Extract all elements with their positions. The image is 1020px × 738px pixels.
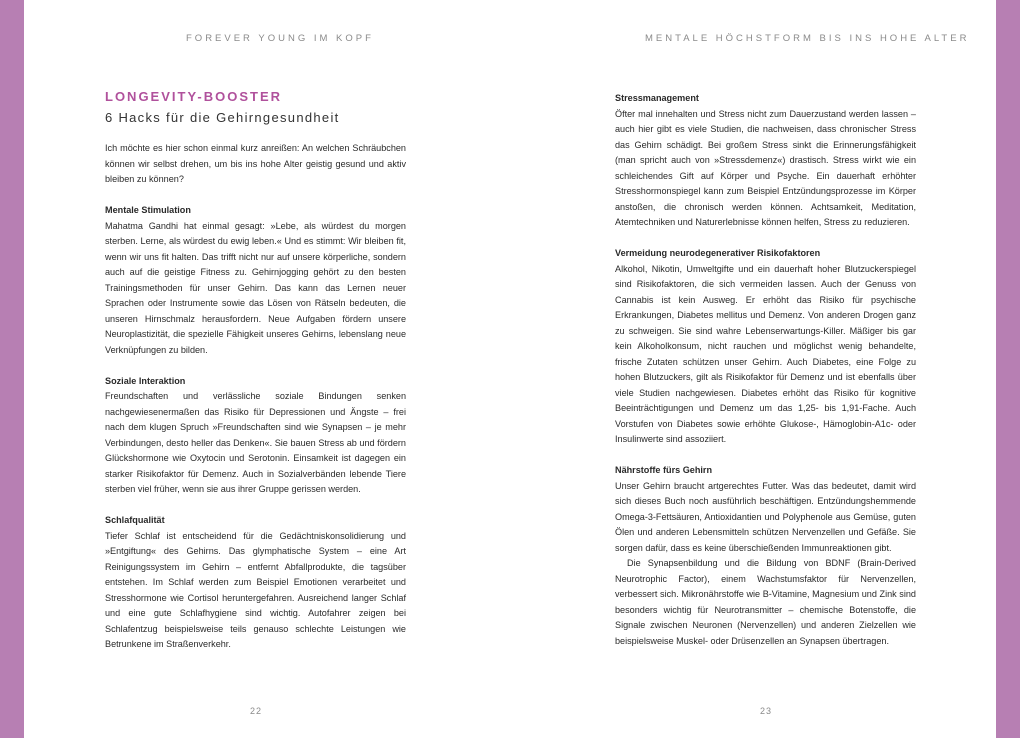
section-kicker: LONGEVITY-BOOSTER	[105, 89, 283, 104]
section-heading: Vermeidung neurodegenerativer Risikofaktoren	[615, 248, 821, 258]
section-heading: Mentale Stimulation	[105, 205, 191, 215]
section-heading: Soziale Interaktion	[105, 375, 186, 386]
intro-paragraph: Ich möchte es hier schon einmal kurz anreißen: An welchen Schräubchen können wir selbst drehen, um bis ins hohe Alter geistig gesund und aktiv bleiben zu können?	[105, 143, 406, 184]
section-text: Tiefer Schlaf ist entscheidend für die Gedächtniskonsolidierung und »Entgiftung« des Gehirns. Das glymphatische System – eine Art Reinigungssystem im Gehirn – entfernt Abfallprodukte, die tagsüber entstehen. Im Schlaf werden zum Beispiel Emotionen verarbeitet und Stresshormone wie Cortisol heruntergefahren. Ausreichend langer Schlaf und eine gute Schlafhygiene sind wichtig. Autofahrer zeigen bei Schlafentzug beispielsweise teils genauso schlechte Leistungen wie Betrunkene im Straßenverkehr.	[105, 530, 406, 649]
right-column	[615, 91, 916, 649]
left-column	[105, 88, 406, 653]
section-heading: Schlafqualität	[105, 515, 165, 525]
section-text: Alkohol, Nikotin, Umweltgifte und ein dauerhaft hoher Blutzuckerspiegel sind Risikofaktoren, die sich vermeiden lassen. Auch der Genuss von Cannabis ist kein Ausweg. Er erhöht das Risiko für psychische Erkrankungen, Diabetes mellitus und Demenz. Von anderen Drogen ganz zu schweigen. Sie sind wahre Lebenserwartungs-Killer. Mäßiger bis gar kein Alkoholkonsum, nicht rauchen und möglichst wenig behandelte, frische Zutaten schützen unser Gehirn. Auch Diabetes, eine Folge zu hohen Blutzuckers, gilt als Risikofaktor für Demenz und ist ebenfalls über viele Studien nachgewiesen. Diabetes erhöht das Risiko für kognitive Beeinträchtigungen und Demenz um das 1,25- bis 1,91-Fache. Auch Vorstufen von Diabetes sowie erhöhte Glukose-, Hämoglobin-A1c- oder Insulinwerte sind assoziiert.	[615, 263, 916, 444]
hack-sleep-quality	[105, 513, 406, 653]
section-text: Öfter mal innehalten und Stress nicht zum Dauerzustand werden lassen – auch hier gibt es viele Studien, die nachweisen, dass chronischer Stress das Gehirn schädigt. Bei großem Stress sinkt die Erinnerungsfähigkeit (man spricht auch von »Stressdemenz«) drastisch. Stress wirkt wie ein schleichendes Gift auf Körper und Psyche. Ein dauerhaft erhöhter Stresshormonspiegel kann zum Beispiel Entzündungsprozesse im Körper anstoßen, die chronisch werden können. Achtsamkeit, Meditation, Atemtechniken und Naturerlebnisse können helfen, Stress zu reduzieren.	[615, 108, 916, 227]
section-heading: Nährstoffe fürs Gehirn	[615, 465, 713, 475]
left-page-number: 22	[250, 706, 263, 716]
section-text: Die Synapsenbildung und die Bildung von BDNF (Brain-Derived Neurotrophic Factor), einem Wachstumsfaktor für Nervenzellen, verbessert sich. Mikronährstoffe wie B-Vitamine, Magnesium und Zink sind besonders wichtig für Neurotransmitter – chemische Botenstoffe, die Signale zwischen Neuronen (Nervenzellen) und anderen Zielzellen wie beispielsweise Muskel- oder Drüsenzellen an Synapsen übertragen.	[615, 558, 916, 646]
section-text: Mahatma Gandhi hat einmal gesagt: »Lebe, als würdest du morgen sterben. Lerne, als würdest du ewig leben.« Und es stimmt: Wir bleiben fit, wenn wir uns fit halten. Das trifft nicht nur auf unsere körperliche, sondern auch auf die geistige Fitness zu. Gehirnjogging gehört zu den besten Trainingsmethoden für unser Gehirn. Das kann das Lernen neuer Sprachen oder Instrumente sowie das Lösen von Rätseln bedeuten, die unseren Hirnschmalz herausfordern. Neue Aufgaben fördern unsere Neuroplastizität, die spezielle Fähigkeit unseres Gehirns, lebenslang neue Verknüpfungen zu bilden.	[105, 220, 406, 355]
section-subtitle: 6 Hacks für die Gehirngesundheit	[105, 110, 340, 125]
left-running-head: FOREVER YOUNG IM KOPF	[186, 33, 374, 44]
hack-brain-nutrients	[615, 463, 916, 649]
right-page-number: 23	[760, 706, 773, 716]
section-text: Freundschaften und verlässliche soziale Bindungen senken nachgewiesenermaßen das Risiko für Depressionen und Ängste – frei nach dem klugen Spruch »Freundschaften sind wie Synapsen – je mehr Verbindungen, desto heller das Denken«. Sie bauen Stress ab und fördern Glückshormone wie Oxytocin und Serotonin. Einsamkeit ist dagegen ein starker Risikofaktor für Demenz. Auch in Sozialverbänden lebende Tiere sterben viel früher, wenn sie aus ihrer Gruppe gerissen werden.	[105, 391, 406, 494]
hack-risk-avoidance	[615, 246, 916, 448]
hack-mental-stimulation	[105, 203, 406, 358]
right-running-head: MENTALE HÖCHSTFORM BIS INS HOHE ALTER	[645, 33, 970, 44]
book-spread	[24, 0, 996, 738]
hack-social-interaction	[105, 374, 406, 498]
hack-stress-management	[615, 91, 916, 231]
section-heading: Stressmanagement	[615, 93, 699, 103]
section-text: Unser Gehirn braucht artgerechtes Futter. Was das bedeutet, damit wird sich dieses Buch noch ausführlich beschäftigen. Entzündungshemmende Omega-3-Fettsäuren, Antioxidantien und Polyphenole aus Gemüse, guten Ölen und anderen Lebensmitteln schützen Nervenzellen und Gefäße. Sie sorgen dafür, dass es keine überschießenden Immunreaktionen gibt.	[615, 480, 916, 553]
